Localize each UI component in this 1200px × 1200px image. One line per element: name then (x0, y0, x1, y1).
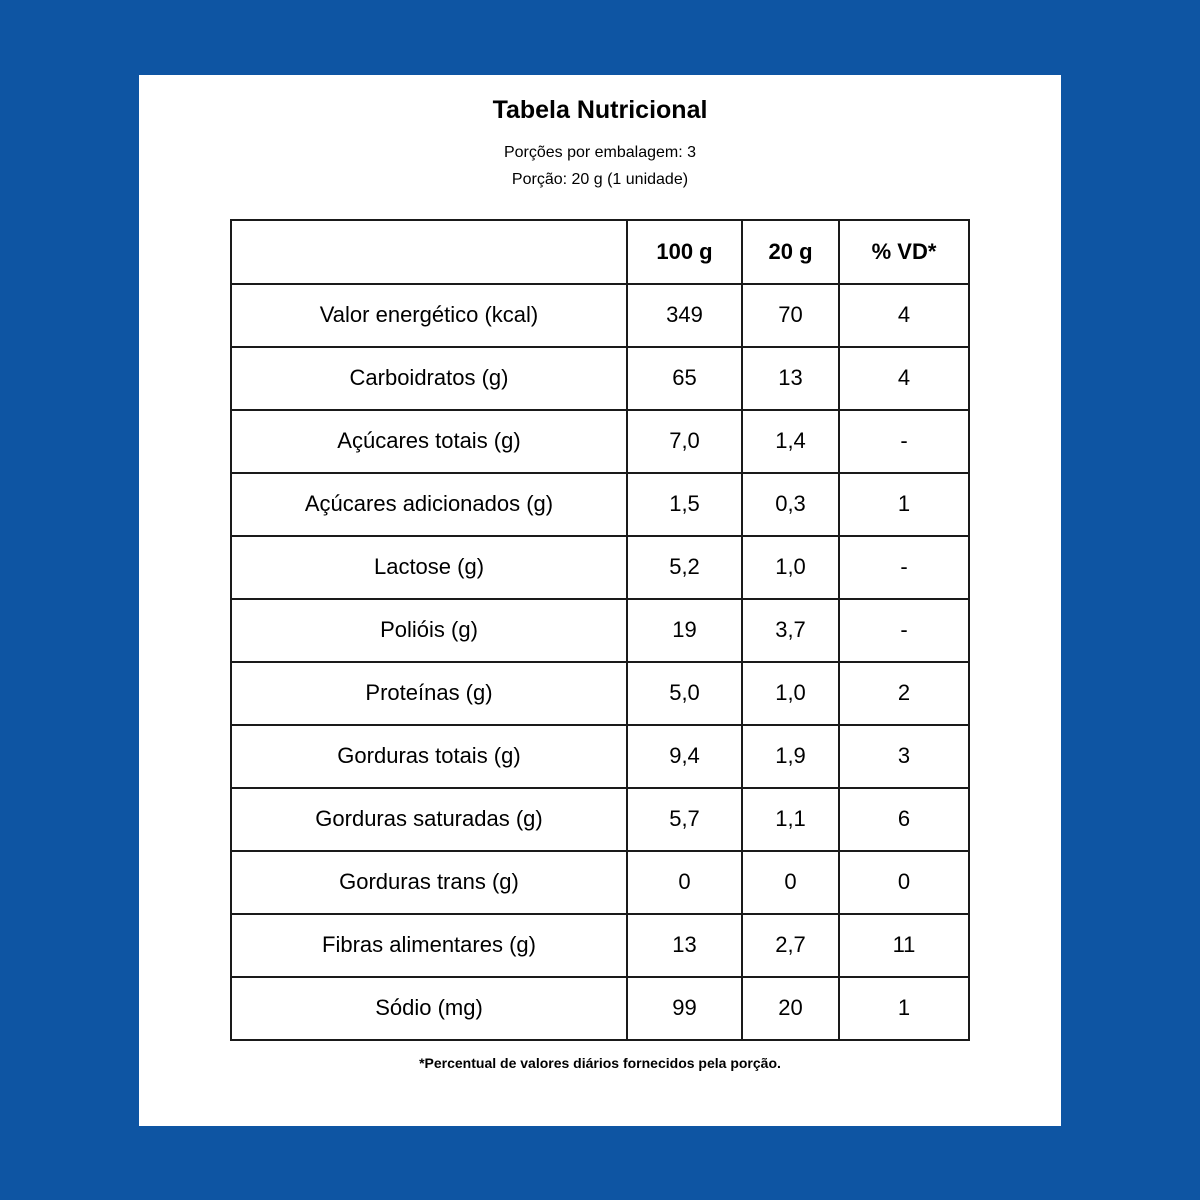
value-100g: 349 (627, 284, 742, 347)
nutrition-table (230, 219, 970, 1041)
page-title: Tabela Nutricional (492, 95, 708, 124)
value-100g: 7,0 (627, 410, 742, 473)
col-header-nutrient (231, 220, 627, 284)
nutrient-label: Valor energético (kcal) (231, 284, 627, 347)
value-vd: 2 (839, 662, 969, 725)
value-vd: - (839, 410, 969, 473)
value-20g: 3,7 (742, 599, 839, 662)
table-row (231, 725, 969, 788)
value-vd: - (839, 599, 969, 662)
value-20g: 70 (742, 284, 839, 347)
nutrient-label: Polióis (g) (231, 599, 627, 662)
serving-info (504, 139, 696, 193)
value-100g: 5,2 (627, 536, 742, 599)
value-20g: 13 (742, 347, 839, 410)
nutrition-table-header (231, 220, 969, 284)
servings-per-package-text: Porções por embalagem: 3 (503, 143, 697, 161)
nutrient-label: Lactose (g) (231, 536, 627, 599)
value-vd: 3 (839, 725, 969, 788)
value-100g: 1,5 (627, 473, 742, 536)
value-vd: 0 (839, 851, 969, 914)
value-vd: 1 (839, 473, 969, 536)
nutrient-label: Sódio (mg) (231, 977, 627, 1040)
serving-size-text: Porção: 20 g (1 unidade) (511, 170, 689, 188)
nutrient-label: Gorduras saturadas (g) (231, 788, 627, 851)
value-100g: 5,7 (627, 788, 742, 851)
table-row (231, 473, 969, 536)
footnote-text: *Percentual de valores diários fornecidos pela porção. (419, 1054, 781, 1071)
table-row (231, 977, 969, 1040)
header-row (231, 220, 969, 284)
value-100g: 19 (627, 599, 742, 662)
value-vd: 4 (839, 347, 969, 410)
value-vd: 6 (839, 788, 969, 851)
nutrient-label: Gorduras totais (g) (231, 725, 627, 788)
value-20g: 20 (742, 977, 839, 1040)
table-row (231, 914, 969, 977)
col-header-20g: 20 g (742, 220, 839, 284)
value-100g: 13 (627, 914, 742, 977)
value-20g: 2,7 (742, 914, 839, 977)
nutrient-label: Fibras alimentares (g) (231, 914, 627, 977)
table-row (231, 284, 969, 347)
col-header-100g: 100 g (627, 220, 742, 284)
table-row (231, 410, 969, 473)
value-100g: 9,4 (627, 725, 742, 788)
nutrient-label: Gorduras trans (g) (231, 851, 627, 914)
value-vd: - (839, 536, 969, 599)
value-20g: 1,1 (742, 788, 839, 851)
value-vd: 1 (839, 977, 969, 1040)
value-vd: 4 (839, 284, 969, 347)
nutrient-label: Carboidratos (g) (231, 347, 627, 410)
table-row (231, 851, 969, 914)
value-20g: 1,4 (742, 410, 839, 473)
value-20g: 1,0 (742, 536, 839, 599)
nutrient-label: Proteínas (g) (231, 662, 627, 725)
value-20g: 0 (742, 851, 839, 914)
table-row (231, 662, 969, 725)
table-row (231, 788, 969, 851)
nutrition-label-card (139, 75, 1061, 1126)
nutrient-label: Açúcares adicionados (g) (231, 473, 627, 536)
nutrient-label: Açúcares totais (g) (231, 410, 627, 473)
nutrition-table-body (231, 284, 969, 1040)
value-vd: 11 (839, 914, 969, 977)
value-100g: 5,0 (627, 662, 742, 725)
value-20g: 1,0 (742, 662, 839, 725)
table-row (231, 536, 969, 599)
value-20g: 1,9 (742, 725, 839, 788)
table-row (231, 599, 969, 662)
value-20g: 0,3 (742, 473, 839, 536)
value-100g: 99 (627, 977, 742, 1040)
col-header-vd: % VD* (839, 220, 969, 284)
table-row (231, 347, 969, 410)
value-100g: 65 (627, 347, 742, 410)
value-100g: 0 (627, 851, 742, 914)
